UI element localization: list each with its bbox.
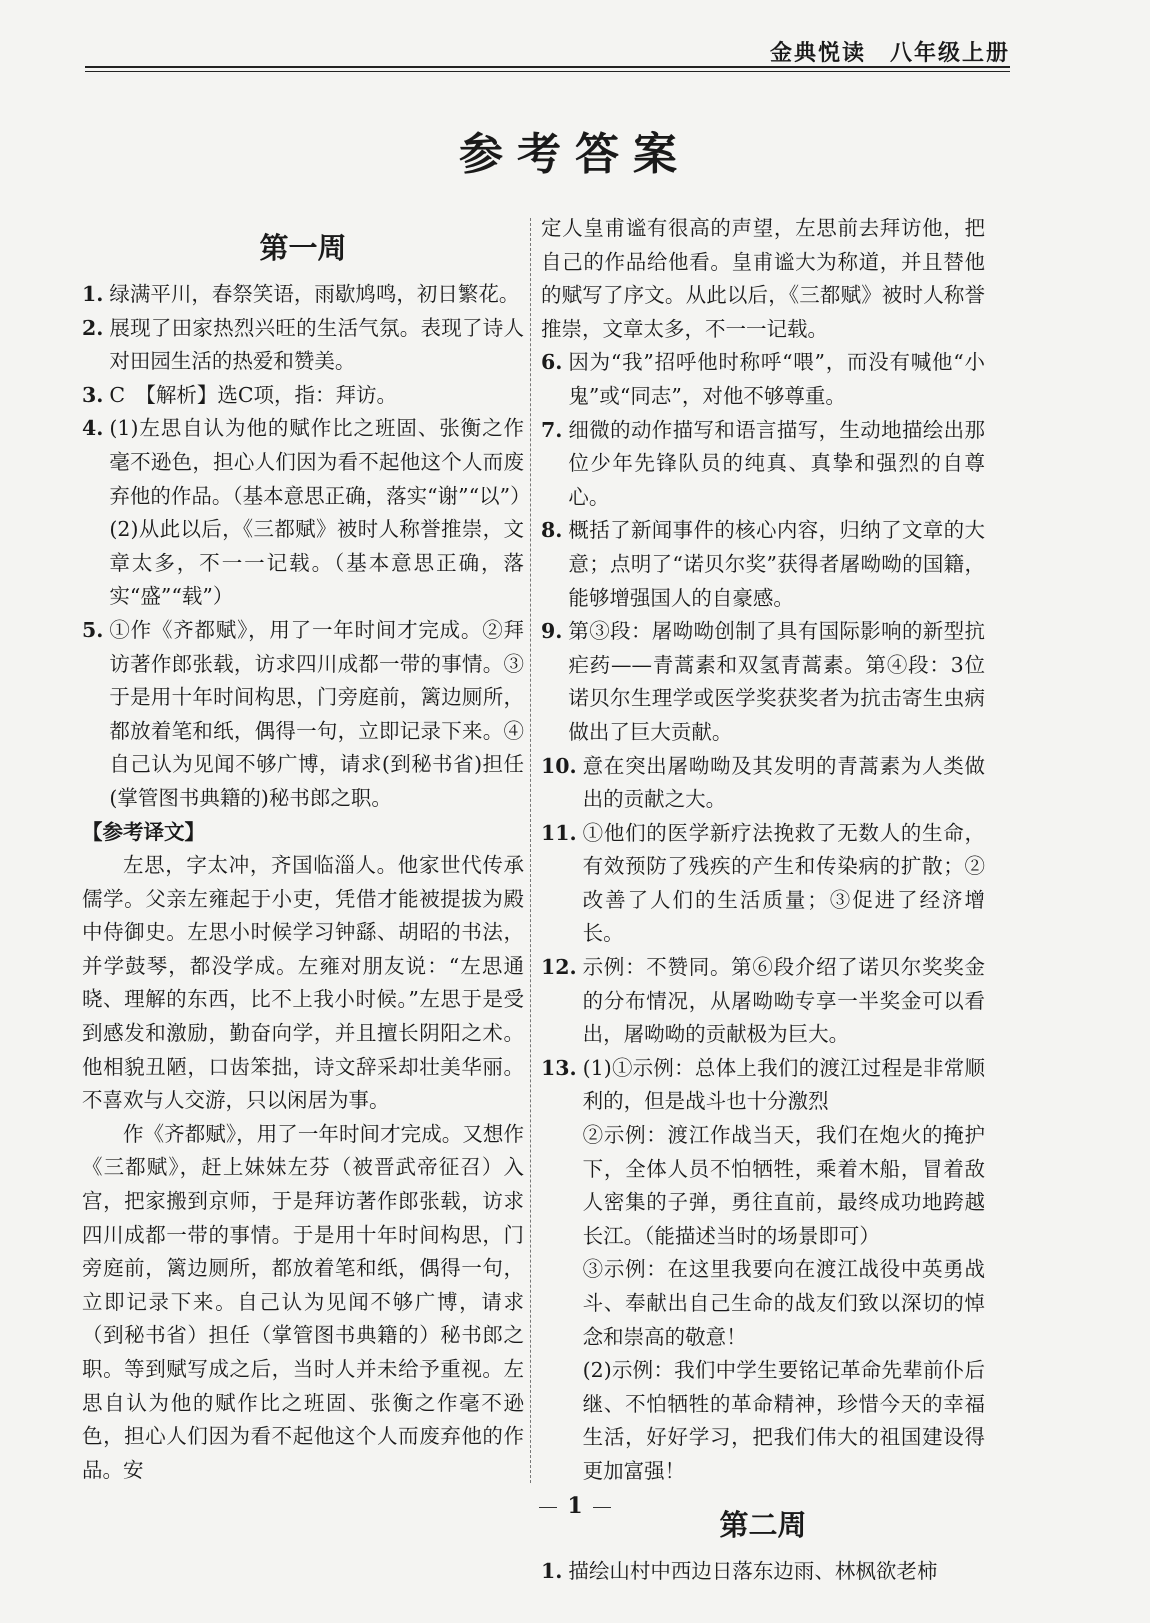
page-title: 参考答案	[459, 129, 691, 180]
item-number: 7.	[541, 417, 563, 442]
answer-item	[541, 346, 985, 413]
week-heading: 第二周	[719, 1507, 807, 1542]
answer-item	[541, 514, 985, 615]
answer-item	[541, 817, 985, 951]
page-header	[85, 30, 1010, 70]
column-divider	[530, 218, 531, 1483]
item-number: 11.	[541, 820, 577, 845]
answer-item	[541, 951, 985, 1052]
item-number: 12.	[541, 955, 577, 980]
item-number: 6.	[541, 350, 563, 375]
item-text: 绿满平川，春祭笑语，雨歇鸠鸣，初日繁花。	[109, 282, 520, 306]
answer-item	[541, 414, 985, 515]
item-text: ①作《齐都赋》，用了一年时间才完成。②拜访著作郎张载，访求四川成都一带的事情。③于是用十年时间构思，门旁庭前，篱边厕所，都放着笔和纸，偶得一句，立即记录下来。④自己认为见闻不够广博，请求(到秘书省)担任(掌管图书典籍的)秘书郎之职。	[109, 617, 524, 810]
header-rule	[85, 66, 1010, 68]
item-subpart: ②示例：渡江作战当天，我们在炮火的掩护下，全体人员不怕牺牲，乘着木船，冒着敌人密集的子弹，勇往直前，最终成功地跨越长江。（能描述当时的场景即可）	[582, 1123, 985, 1248]
answer-item	[541, 1555, 985, 1589]
item-number: 10.	[541, 753, 577, 778]
item-text: ①他们的医学新疗法挽救了无数人的生命，有效预防了残疾的产生和传染病的扩散；②改善了人们的生活质量；③促进了经济增长。	[582, 820, 985, 946]
item-number: 13.	[541, 1055, 577, 1080]
footer-dash	[539, 1507, 557, 1508]
answer-item	[82, 312, 524, 379]
item-subpart: (2)示例：我们中学生要铭记革命先辈前仆后继、不怕牺牲的革命精神，珍惜今天的幸福生活，好好学习，把我们伟大的祖国建设得更加富强！	[582, 1358, 985, 1483]
reference-translation-heading: 【参考译文】	[82, 819, 205, 844]
item-text: C 【解析】选C项，指：拜访。	[109, 382, 398, 407]
item-subpart: (2)从此以后，《三都赋》被时人称誉推崇，文章太多，不一一记载。（基本意思正确，落实“盛”“载”）	[109, 517, 524, 609]
item-text: 因为“我”招呼他时称呼“喂”，而没有喊他“小鬼”或“同志”，对他不够尊重。	[568, 350, 985, 408]
page-number: 1	[567, 1493, 583, 1519]
item-text: (1)左思自认为他的赋作比之班固、张衡之作毫不逊色，担心人们因为看不起他这个人而废弃他的作品。（基本意思正确，落实“谢”“以”）	[109, 416, 531, 508]
answer-item	[82, 614, 524, 816]
item-text: 第③段：屠呦呦创制了具有国际影响的新型抗疟药——青蒿素和双氢青蒿素。第④段：3位诺贝尔生理学或医学奖获奖者为抗击寄生虫病做出了巨大贡献。	[568, 619, 985, 744]
answer-item	[82, 278, 524, 312]
answer-item	[541, 615, 985, 749]
item-text: 意在突出屠呦呦及其发明的青蒿素为人类做出的贡献之大。	[582, 753, 985, 812]
item-text: 示例：不赞同。第⑥段介绍了诺贝尔奖奖金的分布情况，从屠呦呦专享一半奖金可以看出，屠呦呦的贡献极为巨大。	[582, 955, 985, 1047]
item-number: 8.	[541, 518, 563, 543]
item-text: 描绘山村中西边日落东边雨、林枫欲老柿	[568, 1558, 938, 1583]
footer-dash	[593, 1507, 611, 1508]
book-title: 金典悦读 八年级上册	[769, 41, 1010, 66]
item-text: 细微的动作描写和语言描写，生动地描绘出那位少年先锋队员的纯真、真挚和强烈的自尊心。	[568, 417, 985, 509]
answer-item	[541, 750, 985, 817]
item-number: 1.	[82, 282, 104, 306]
right-column	[541, 212, 985, 1588]
week-heading: 第一周	[259, 231, 347, 265]
answer-item	[541, 1052, 985, 1489]
item-text: 展现了田家热烈兴旺的生活气氛。表现了诗人对田园生活的热爱和赞美。	[109, 315, 524, 374]
item-text: (1)①示例：总体上我们的渡江过程是非常顺利的，但是战斗也十分激烈	[582, 1055, 985, 1114]
header-rule-thin	[85, 71, 1010, 72]
item-number: 4.	[82, 416, 104, 441]
page-footer	[0, 1493, 1150, 1519]
item-number: 3.	[82, 382, 104, 407]
answer-item	[82, 412, 531, 614]
left-column	[82, 212, 531, 1487]
item-number: 1.	[541, 1558, 563, 1583]
item-number: 9.	[541, 619, 563, 644]
item-number: 2.	[82, 315, 104, 340]
answer-item	[82, 379, 524, 413]
item-text: 概括了新闻事件的核心内容，归纳了文章的大意；点明了“诺贝尔奖”获得者屠呦呦的国籍，能够增强国人的自豪感。	[568, 518, 985, 610]
translation-paragraph: 左思，字太冲，齐国临淄人。他家世代传承儒学。父亲左雍起于小吏，凭借才能被提拔为殿中侍御史。左思小时候学习钟繇、胡昭的书法，并学鼓琴，都没学成。左雍对朋友说：“左思通晓、理解的东西，比不上我小时候。”左思于是受到感发和激励，勤奋向学，并且擅长阴阳之术。他相貌丑陋，口齿笨拙，诗文辞采却壮美华丽。不喜欢与人交游，只以闲居为事。	[82, 853, 524, 1113]
item-subpart: ③示例：在这里我要向在渡江战役中英勇战斗、奉献出自己生命的战友们致以深切的悼念和崇高的敬意！	[582, 1257, 985, 1349]
translation-continuation: 定人皇甫谧有很高的声望，左思前去拜访他，把自己的作品给他看。皇甫谧大为称道，并且替他的赋写了序文。从此以后，《三都赋》被时人称誉推崇，文章太多，不一一记载。	[541, 216, 985, 341]
translation-paragraph: 作《齐都赋》，用了一年时间才完成。又想作《三都赋》，赶上妹妹左芬（被晋武帝征召）入宫，把家搬到京师，于是拜访著作郎张载，访求四川成都一带的事情。于是用十年时间构思，门旁庭前，篱边厕所，都放着笔和纸，偶得一句，立即记录下来。自己认为见闻不够广博，请求（到秘书省）担任（掌管图书典籍的）秘书郎之职。等到赋写成之后，当时人并未给予重视。左思自认为他的赋作比之班固、张衡之作毫不逊色，担心人们因为看不起他这个人而废弃他的作品。安	[82, 1121, 524, 1482]
item-number: 5.	[82, 617, 104, 642]
